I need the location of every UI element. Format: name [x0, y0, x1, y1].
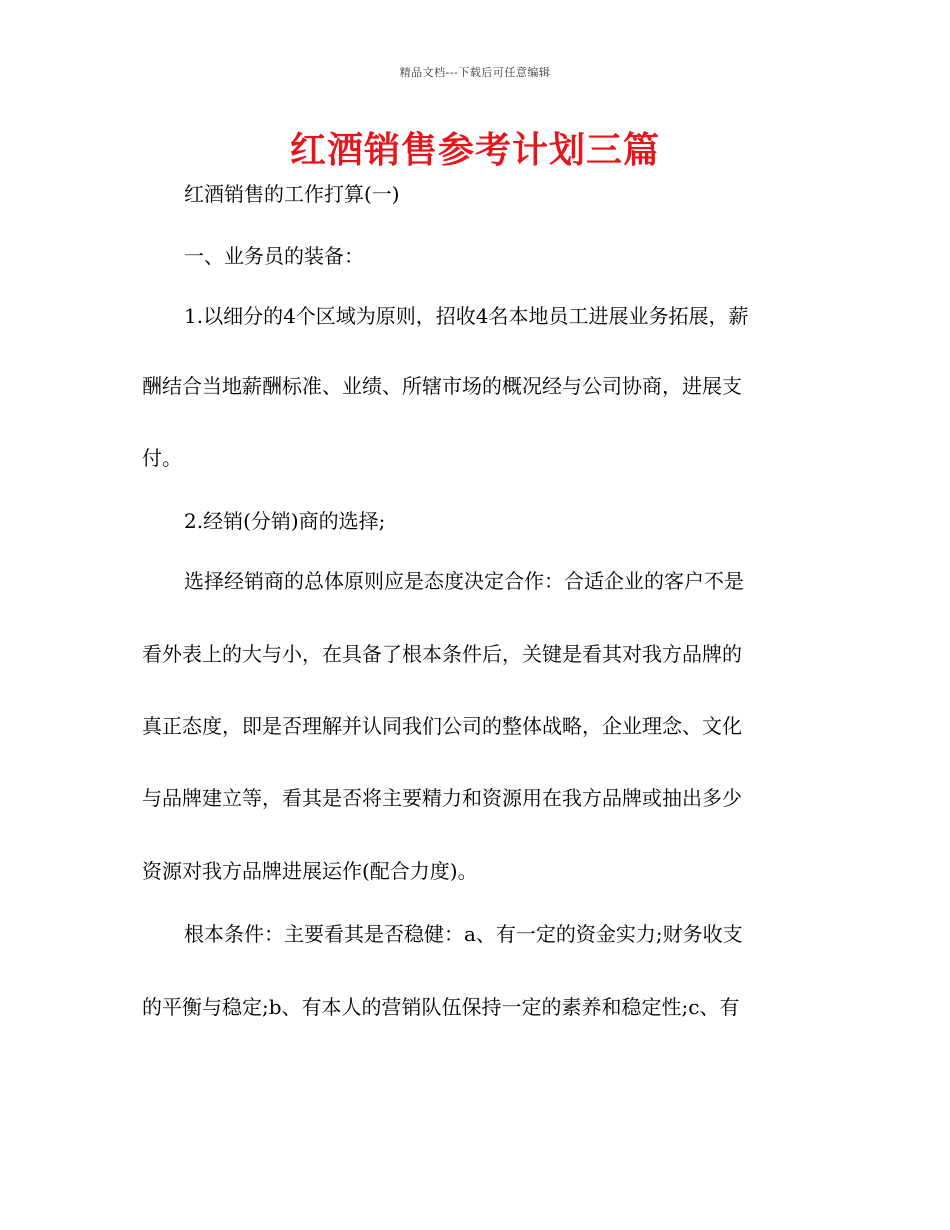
paragraph-line: 2.经销(分销)商的选择; — [184, 509, 386, 533]
paragraph-line: 的平衡与稳定;b、有本人的营销队伍保持一定的素养和稳定性;c、有 — [142, 995, 740, 1019]
header-note: 精品文档---下载后可任意编辑 — [399, 66, 551, 79]
paragraph-line: 资源对我方品牌进展运作(配合力度)。 — [142, 859, 478, 883]
document-title: 红酒销售参考计划三篇 — [289, 129, 660, 171]
paragraph-line: 选择经销商的总体原则应是态度决定合作：合适企业的客户不是 — [184, 569, 744, 593]
paragraph-line: 看外表上的大与小，在具备了根本条件后，关键是看其对我方品牌的 — [142, 642, 742, 666]
paragraph-line: 根本条件：主要看其是否稳健：a、有一定的资金实力;财务收支 — [184, 922, 743, 946]
paragraph-line: 真正态度，即是否理解并认同我们公司的整体战略，企业理念、文化 — [142, 714, 742, 738]
subsection-heading: 一、业务员的装备： — [184, 244, 364, 268]
paragraph-line: 1.以细分的4个区域为原则，招收4名本地员工进展业务拓展，薪 — [184, 304, 749, 328]
paragraph-line: 酬结合当地薪酬标准、业绩、所辖市场的概况经与公司协商，进展支 — [142, 374, 742, 398]
paragraph-line: 与品牌建立等，看其是否将主要精力和资源用在我方品牌或抽出多少 — [142, 786, 742, 810]
section-heading: 红酒销售的工作打算(一) — [184, 182, 400, 206]
paragraph-line: 付。 — [142, 446, 182, 470]
